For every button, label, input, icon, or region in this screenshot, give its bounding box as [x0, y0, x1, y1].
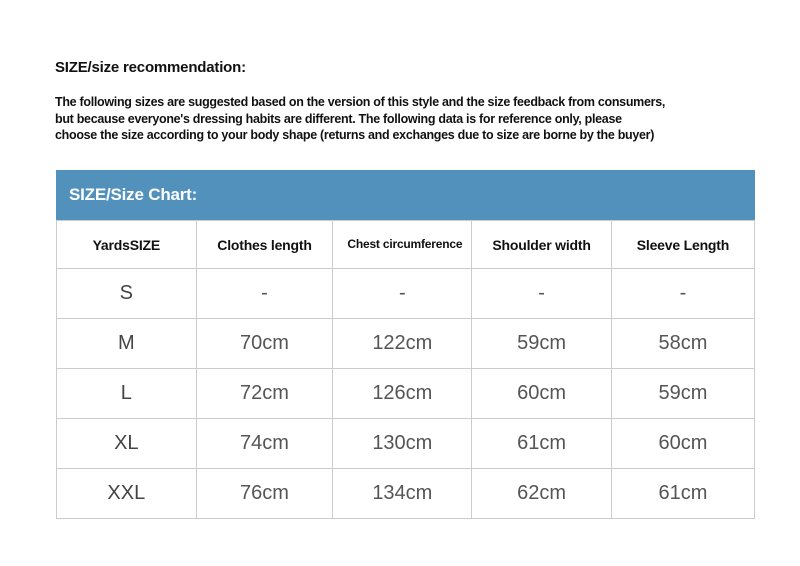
- table-cell: -: [472, 269, 612, 319]
- table-cell: 59cm: [472, 319, 612, 369]
- table-cell: 58cm: [611, 319, 754, 369]
- table-row-s: [57, 269, 755, 319]
- table-cell: 74cm: [196, 419, 333, 469]
- size-recommendation-paragraph: [55, 94, 760, 144]
- paragraph-line-1: The following sizes are suggested based on the version of this style and the size feedback from consumers,: [55, 95, 666, 109]
- table-cell: 70cm: [196, 319, 333, 369]
- table-cell: 130cm: [333, 419, 472, 469]
- column-header-yards-size: YardsSIZE: [57, 221, 197, 269]
- size-cell: XXL: [57, 469, 197, 519]
- size-chart-banner-title: SIZE/Size Chart:: [69, 185, 198, 204]
- table-cell: 76cm: [196, 469, 333, 519]
- paragraph-line-3: choose the size according to your body shape (returns and exchanges due to size are borne by the buyer): [55, 128, 655, 142]
- table-cell: 62cm: [472, 469, 612, 519]
- size-chart-table: [56, 220, 755, 519]
- table-row-l: [57, 369, 755, 419]
- table-cell: 72cm: [196, 369, 333, 419]
- table-cell: -: [333, 269, 472, 319]
- column-header-sleeve-length: Sleeve Length: [611, 221, 754, 269]
- size-cell: L: [57, 369, 197, 419]
- table-cell: 60cm: [472, 369, 612, 419]
- table-cell: 61cm: [611, 469, 754, 519]
- table-cell: 122cm: [333, 319, 472, 369]
- size-cell: S: [57, 269, 197, 319]
- table-row-m: [57, 319, 755, 369]
- paragraph-line-2: but because everyone's dressing habits are different. The following data is for reference only, please: [55, 111, 622, 126]
- column-header-shoulder-width: Shoulder width: [472, 221, 612, 269]
- table-cell: 61cm: [472, 419, 612, 469]
- table-row-xl: [57, 419, 755, 469]
- table-cell: 126cm: [333, 369, 472, 419]
- table-header-row: [57, 221, 755, 269]
- table-cell: 60cm: [611, 419, 754, 469]
- column-header-clothes-length: Clothes length: [196, 221, 333, 269]
- table-cell: -: [196, 269, 333, 319]
- size-chart-banner: [56, 170, 755, 220]
- size-cell: XL: [57, 419, 197, 469]
- table-row-xxl: [57, 469, 755, 519]
- table-cell: 59cm: [611, 369, 754, 419]
- size-recommendation-heading: SIZE/size recommendation:: [55, 59, 246, 76]
- table-cell: 134cm: [333, 469, 472, 519]
- column-header-chest-circumference: Chest circumference: [333, 221, 472, 269]
- size-cell: M: [57, 319, 197, 369]
- table-cell: -: [611, 269, 754, 319]
